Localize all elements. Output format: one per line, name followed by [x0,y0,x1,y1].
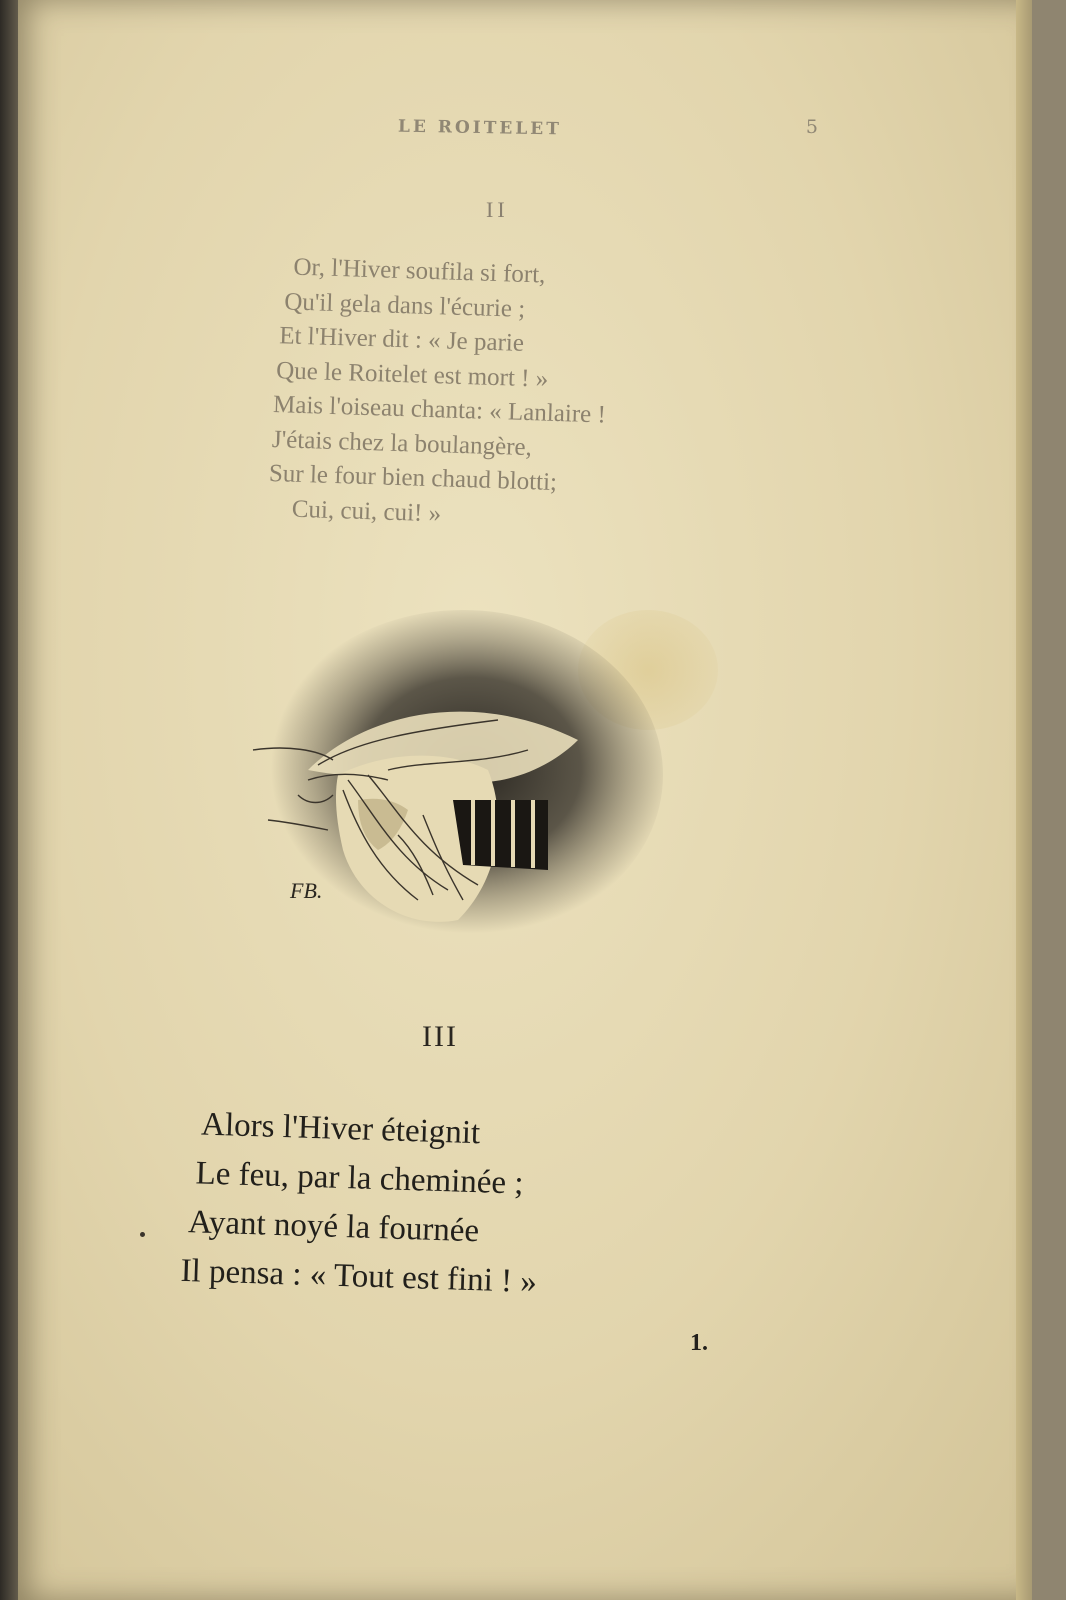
verse-line: Mais l'oiseau chanta: « Lanlaire ! [272,391,607,429]
artist-initials: FB. [290,878,323,903]
ink-speck [140,1232,145,1237]
stanza-iii [180,1100,542,1307]
verse-line: Ayant noyé la fournée [187,1204,480,1250]
section-numeral-ii: II [486,197,509,222]
winter-engraving [248,600,678,960]
verse-line: Le feu, par la cheminée ; [195,1155,525,1202]
page-edge-shadow [1016,0,1032,1600]
verse-line: Cui, cui, cui! » [291,495,442,527]
verse-line: Il pensa : « Tout est fini ! » [180,1252,538,1301]
stanza-ii [265,250,610,536]
verse-line: Qu'il gela dans l'écurie ; [283,287,526,323]
verse-line: Que le Roitelet est mort ! » [275,356,549,393]
signature-mark: 1. [690,1330,708,1356]
verse-line: J'étais chez la boulangère, [271,425,533,461]
book-page [18,0,1032,1600]
verse-line: Alors l'Hiver éteignit [200,1106,481,1152]
verse-line: Sur le four bien chaud blotti; [268,459,558,496]
running-head [398,116,818,138]
section-numeral-iii: III [422,1020,458,1053]
page-number: 5 [805,116,818,138]
verse-line: Et l'Hiver dit : « Je parie [278,322,525,357]
verse-line: Or, l'Hiver soufila si fort, [293,253,546,289]
running-title: LE ROITELET [397,116,563,140]
